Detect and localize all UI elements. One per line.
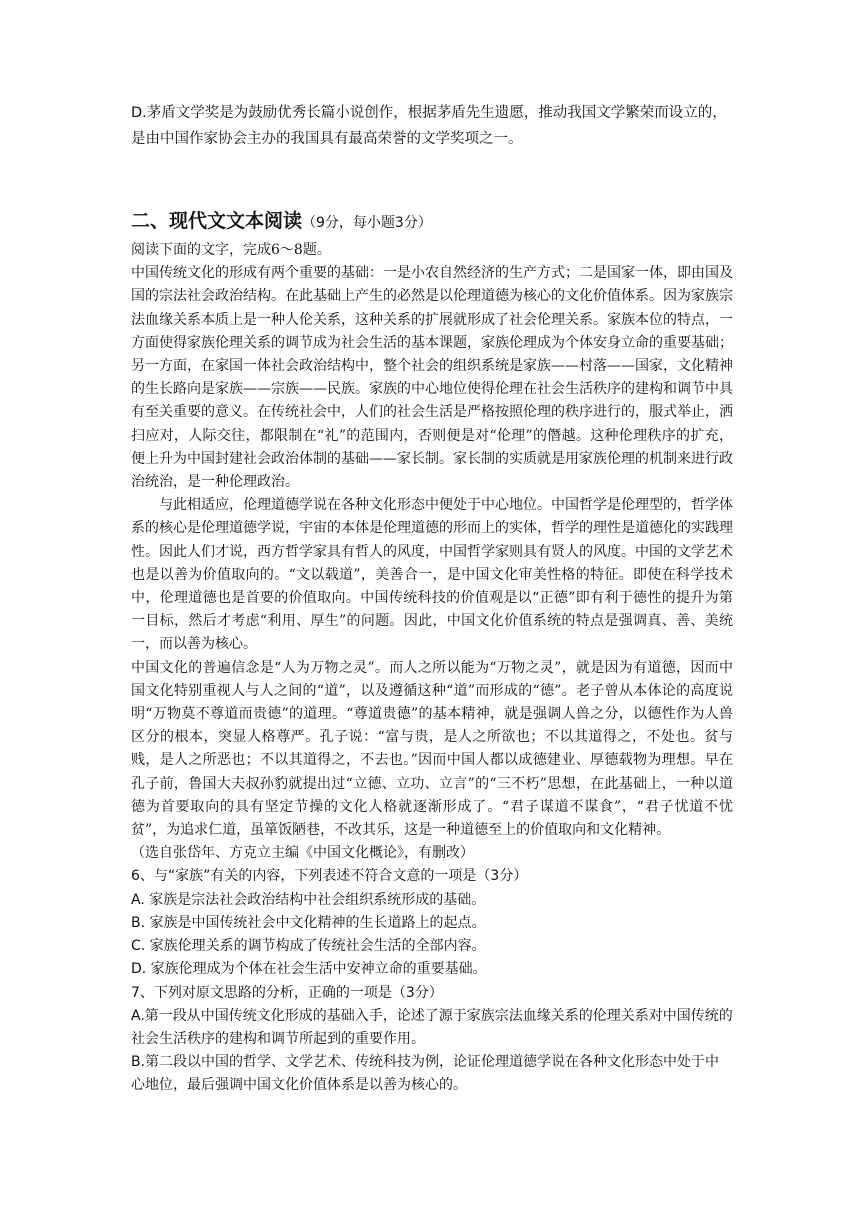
passage-paragraph-1: 中国传统文化的形成有两个重要的基础：一是小农自然经济的生产方式；二是国家一体，即由国及国的宗法社会政治结构。在此基础上产生的必然是以伦理道德为核心的文化价值体系。因为家族宗法血缘关系本质上是一种人伦关系，这种关系的扩展就形成了社会伦理关系。家族本位的特点，一方面使得家族伦理关系的调节成为社会生活的基本课题，家族伦理成为个体安身立命的重要基础；另一方面，在家国一体社会政治结构中，整个社会的组织系统是家族——村落——国家，文化精神的生长路向是家族——宗族——民族。家族的中心地位使得伦理在社会生活秩序的建构和调节中具有至关重要的意义。在传统社会中，人们的社会生活是严格按照伦理的秩序进行的，服式举止，洒扫应对，人际交往，都限制在“礼”的范围内，否则便是对“伦理”的僭越。这种伦理秩序的扩充，便上升为中国封建社会政治体制的基础——家长制。家长制的实质就是用家族伦理的机制来进行政治统治，是一种伦理政治。 [131, 265, 733, 491]
document-body [131, 100, 733, 1098]
section-heading [131, 206, 733, 233]
question-7-option-b: B.第二段以中国的哲学、文学艺术、传统科技为例，论证伦理道德学说在各种文化形态中处于中心地位，最后强调中国文化价值体系是以善为核心的。 [131, 1054, 720, 1094]
question-6-option-d: D. 家族伦理成为个体在社会生活中安神立命的重要基础。 [131, 961, 487, 978]
reading-instruction: 阅读下面的文字，完成6～8题。 [131, 242, 331, 258]
question-7-option-a: A.第一段从中国传统文化形成的基础入手，论述了源于家族宗法血缘关系的伦理关系对中国传统的社会生活秩序的建构和调节所起到的重要作用。 [131, 1007, 733, 1047]
question-7-stem: 7、下列对原文思路的分析，正确的一项是（3分） [131, 984, 443, 1001]
question-6-option-c: C. 家族伦理关系的调节构成了传统社会生活的全部内容。 [131, 938, 486, 955]
passage-source: （选自张岱年、方克立主编《中国文化概论》，有删改） [131, 845, 474, 862]
question-6-stem: 6、与“家族”有关的内容，下列表述不符合文意的一项是（3分） [131, 868, 528, 885]
section-title: 二、现代文文本阅读 [131, 210, 303, 232]
passage-paragraph-3: 中国文化的普遍信念是“人为万物之灵”。而人之所以能为“万物之灵”，就是因为有道德，因而中国文化特别重视人与人之间的“道”，以及遵循这种“道”而形成的“德”。老子曾从本体论的高度说明“万物莫不尊道而贵德”的道理。“尊道贵德”的基本精神，就是强调人兽之分，以德性作为人兽区分的根本，突显人格尊严。孔子说：“富与贵，是人之所欲也；不以其道得之，不处也。贫与贱，是人之所恶也；不以其道得之，不去也。”因而中国人都以成德建业、厚德载物为理想。早在孔子前，鲁国大夫叔孙豹就提出过“立德、立功、立言”的“三不朽”思想，在此基础上，一种以道德为首要取向的具有坚定节操的文化人格就逐渐形成了。“君子谋道不谋食”，“君子忧道不忧贫”，为追求仁道，虽箪饭陋巷，不改其乐，这是一种道德至上的价值取向和文化精神。 [131, 659, 733, 839]
option-d-previous-question: D.茅盾文学奖是为鼓励优秀长篇小说创作，根据茅盾先生遗愿，推动我国文学繁荣而设立的，是由中国作家协会主办的我国具有最高荣誉的文学奖项之一。 [131, 105, 727, 147]
question-6-option-b: B. 家族是中国传统社会中文化精神的生长道路上的起点。 [131, 914, 486, 931]
passage-paragraph-2: 与此相适应，伦理道德学说在各种文化形态中便处于中心地位。中国哲学是伦理型的，哲学体系的核心是伦理道德学说，宇宙的本体是伦理道德的形而上的实体，哲学的理性是道德化的实践理性。因此人们才说，西方哲学家具有哲人的风度，中国哲学家则具有贤人的风度。中国的文学艺术也是以善为价值取向的。“文以载道”，美善合一，是中国文化审美性格的特征。即使在科学技术中，伦理道德也是首要的价值取向。中国传统科技的价值观是以“正德”即有利于德性的提升为第一目标，然后才考虑“利用、厚生”的问题。因此，中国文化价值系统的特点是强调真、善、美统一，而以善为核心。 [131, 497, 733, 653]
question-6-option-a: A. 家族是宗法社会政治结构中社会组织系统形成的基础。 [131, 891, 486, 908]
section-score: （9分，每小题3分） [302, 215, 432, 231]
